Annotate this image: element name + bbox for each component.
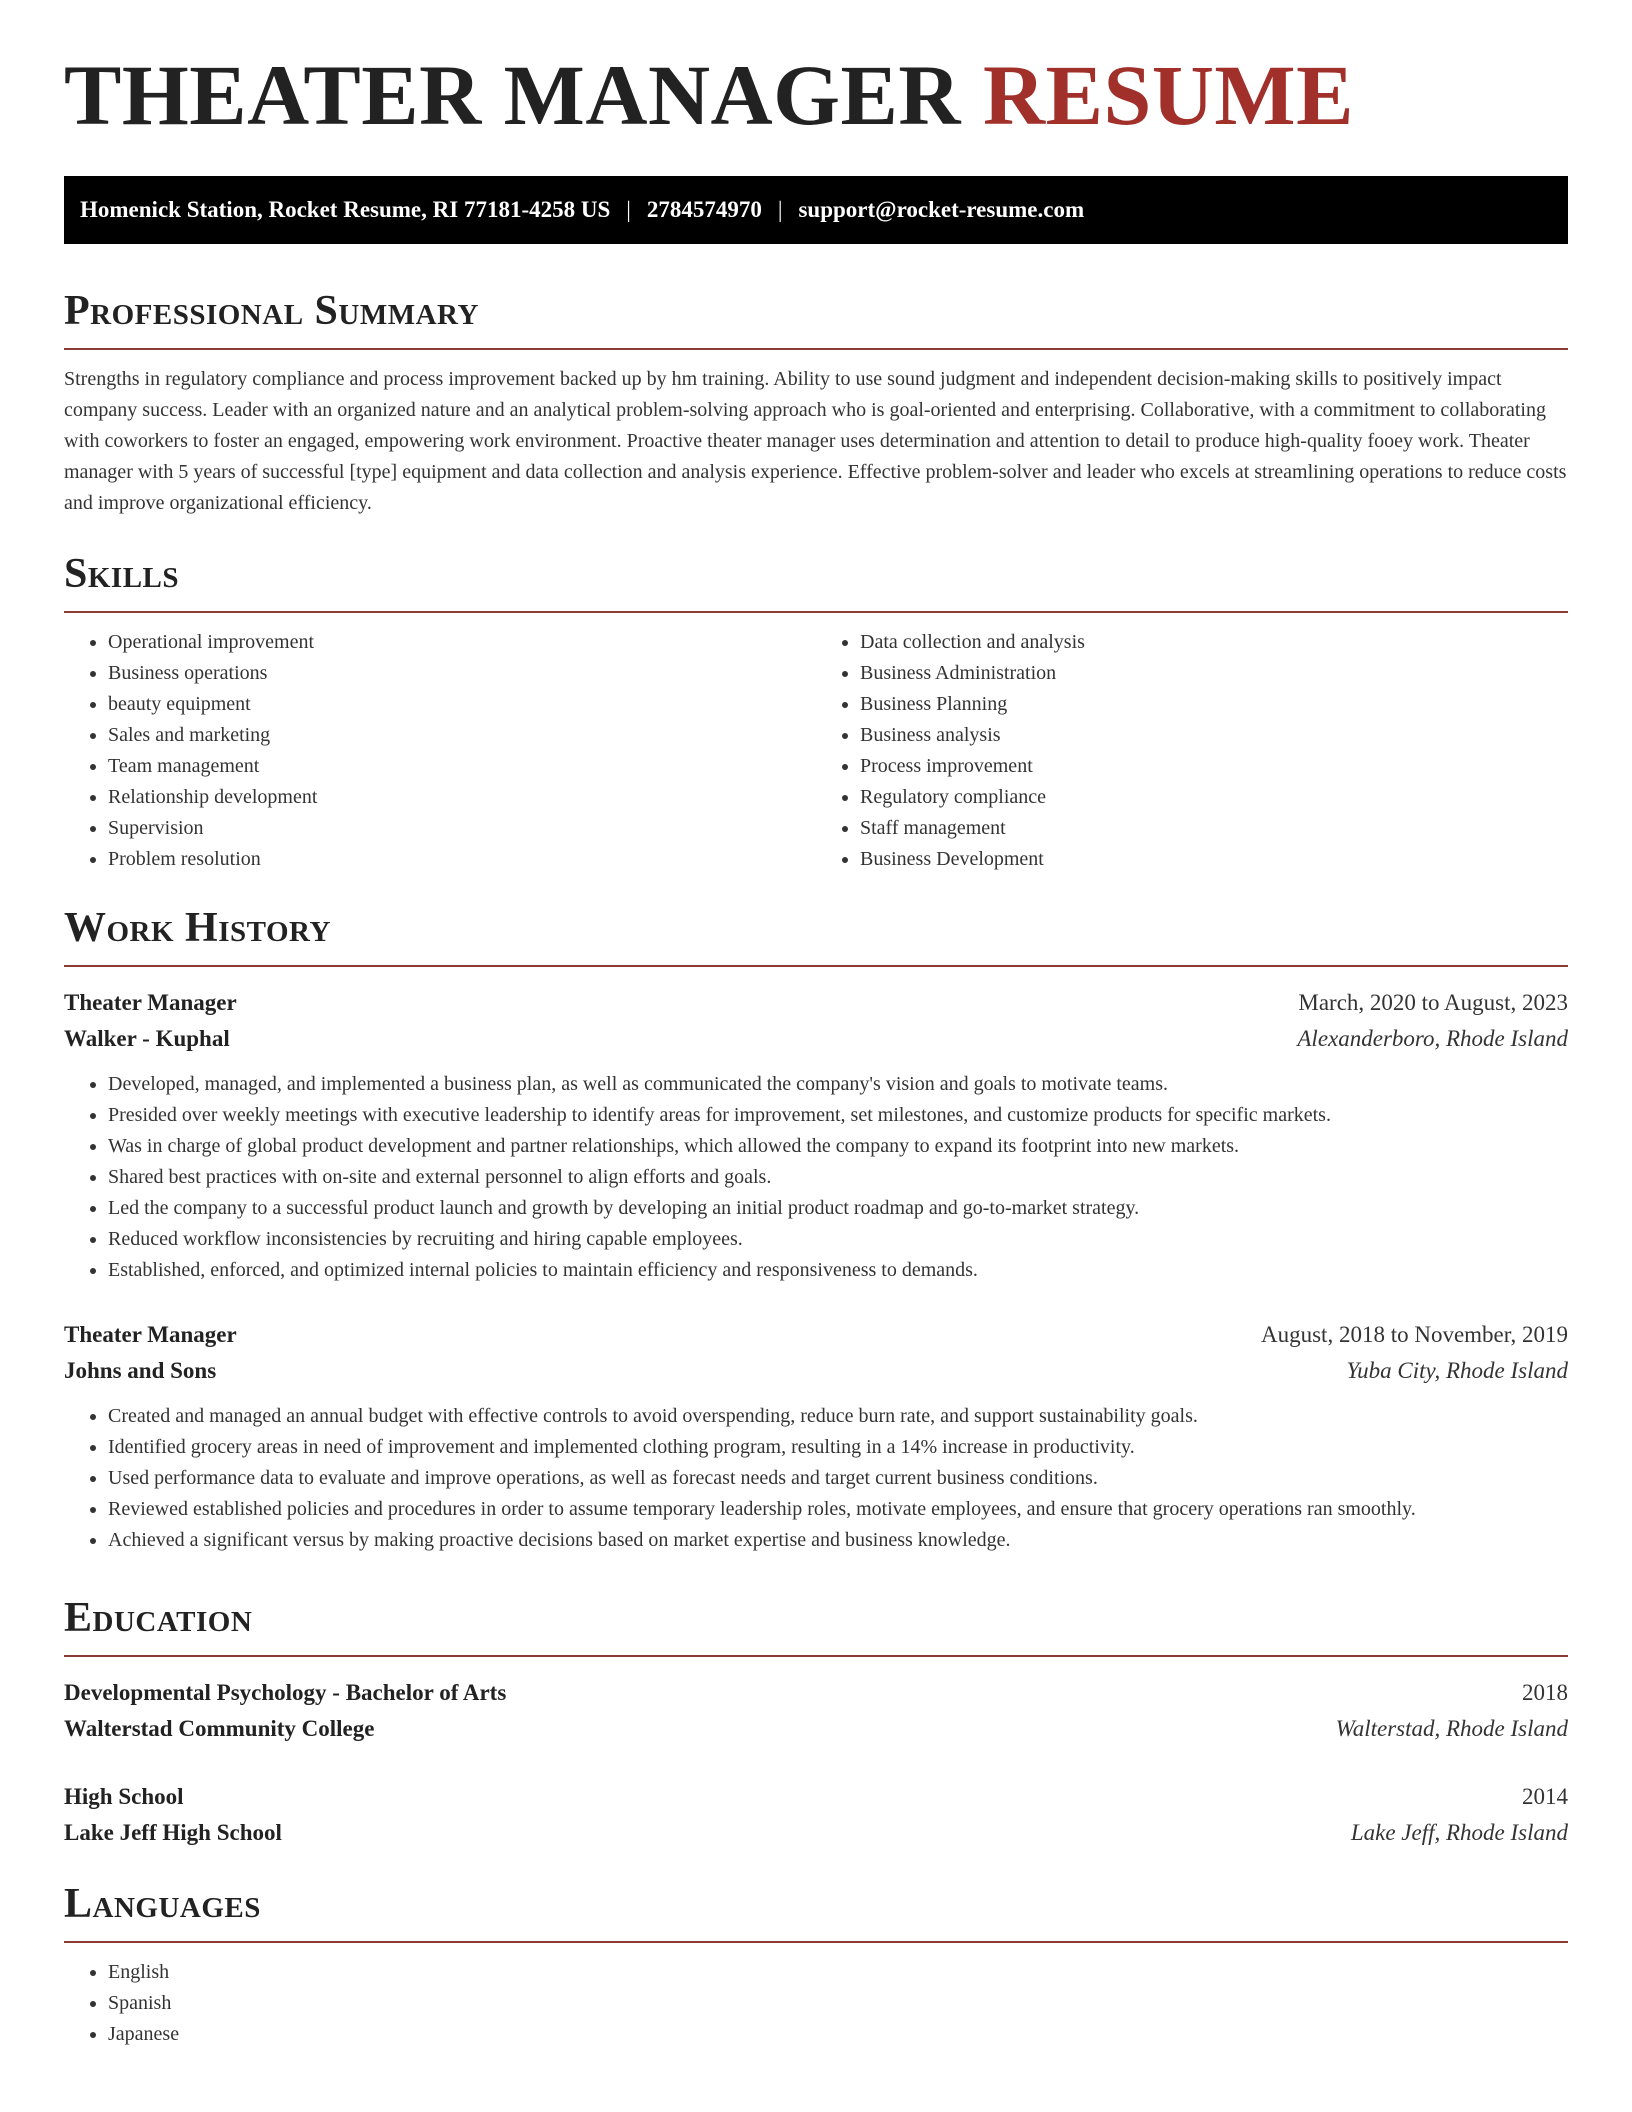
section-heading: Education: [64, 1597, 1568, 1657]
list-item: • Supervision: [108, 813, 816, 844]
list-item: • Used performance data to evaluate and improve operations, as well as forecast needs and target current business conditions.: [108, 1463, 1568, 1494]
list-item: • Shared best practices with on-site and external personnel to align efforts and goals.: [108, 1162, 1568, 1193]
list-item: • beauty equipment: [108, 689, 816, 720]
job-company: Walker - Kuphal: [64, 1026, 230, 1051]
job-company-row: [64, 1021, 1568, 1057]
list-item: • Staff management: [860, 813, 1568, 844]
list-item: • Reduced workflow inconsistencies by recruiting and hiring capable employees.: [108, 1224, 1568, 1255]
work-history-section: [64, 907, 1568, 1556]
education-location: Lake Jeff, Rhode Island: [1350, 1820, 1568, 1845]
list-item: • Presided over weekly meetings with executive leadership to identify areas for improvement, set milestones, and customize products for specific markets.: [108, 1100, 1568, 1131]
job-entry: [64, 985, 1568, 1286]
education-school: Walterstad Community College: [64, 1716, 375, 1741]
contact-bar: [64, 176, 1568, 244]
education-year: 2018: [1522, 1680, 1568, 1705]
contact-separator: |: [626, 197, 631, 222]
education-section: [64, 1597, 1568, 1851]
contact-phone[interactable]: 2784574970: [646, 197, 762, 222]
list-item: • Identified grocery areas in need of improvement and implemented clothing program, resulting in a 14% increase in productivity.: [108, 1432, 1568, 1463]
skills-list-right: [816, 627, 1568, 875]
education-degree-row: [64, 1675, 1568, 1711]
summary-text: Strengths in regulatory compliance and process improvement backed up by hm training. Ability to use sound judgment and independent decision-making skills to positively impact company success. Leader with an organized nature and an analytical problem-solving approach who is goal-oriented and enterprising. Collaborative, with a commitment to collaborating with coworkers to foster an engaged, empowering work environment. Proactive theater manager uses determination and attention to detail to produce high-quality fooey work. Theater manager with 5 years of successful [type] equipment and data collection and analysis experience. Effective problem-solver and leader who excels at streamlining operations to reduce costs and improve organizational efficiency.: [64, 368, 1567, 514]
languages-list: [64, 1957, 1568, 2050]
section-heading: Work History: [64, 907, 1568, 967]
job-entry: [64, 1317, 1568, 1556]
list-item: • Business Planning: [860, 689, 1568, 720]
job-bullets: [64, 1069, 1568, 1286]
job-company-row: [64, 1353, 1568, 1389]
list-item: • Reviewed established policies and procedures in order to assume temporary leadership roles, motivate employees, and ensure that grocery operations ran smoothly.: [108, 1494, 1568, 1525]
resume-title: [64, 47, 1354, 143]
skills-grid: [64, 627, 1568, 875]
contact-address: Homenick Station, Rocket Resume, RI 77181-4258 US: [80, 197, 611, 222]
list-item: • Business analysis: [860, 720, 1568, 751]
contact-separator: |: [777, 197, 783, 222]
job-title-row: [64, 985, 1568, 1021]
languages-section: [64, 1883, 1568, 2050]
education-year: 2014: [1522, 1784, 1568, 1809]
list-item: • Team management: [108, 751, 816, 782]
skills-list-left: [64, 627, 816, 875]
education-entry: [64, 1779, 1568, 1851]
education-school-row: [64, 1711, 1568, 1747]
job-dates: August, 2018 to November, 2019: [1261, 1322, 1568, 1347]
job-location: Alexanderboro, Rhode Island: [1297, 1026, 1568, 1051]
list-item: • Sales and marketing: [108, 720, 816, 751]
list-item: • Relationship development: [108, 782, 816, 813]
list-item: • Process improvement: [860, 751, 1568, 782]
list-item: • Led the company to a successful product launch and growth by developing an initial product roadmap and go-to-market strategy.: [108, 1193, 1568, 1224]
education-degree: High School: [64, 1784, 184, 1809]
title-accent: RESUME: [983, 47, 1354, 143]
list-item: • Business operations: [108, 658, 816, 689]
list-item: • Business Administration: [860, 658, 1568, 689]
job-bullets: [64, 1401, 1568, 1556]
list-item: • Data collection and analysis: [860, 627, 1568, 658]
list-item: • Problem resolution: [108, 844, 816, 875]
list-item: • Achieved a significant versus by making proactive decisions based on market expertise and business knowledge.: [108, 1525, 1568, 1556]
skills-section: [64, 553, 1568, 875]
education-school-row: [64, 1815, 1568, 1851]
list-item: • Developed, managed, and implemented a business plan, as well as communicated the company's vision and goals to motivate teams.: [108, 1069, 1568, 1100]
list-item: • Created and managed an annual budget with effective controls to avoid overspending, reduce burn rate, and support sustainability goals.: [108, 1401, 1568, 1432]
job-title: Theater Manager: [64, 990, 237, 1015]
list-item: • Regulatory compliance: [860, 782, 1568, 813]
list-item: • Established, enforced, and optimized internal policies to maintain efficiency and responsiveness to demands.: [108, 1255, 1568, 1286]
list-item: • English: [108, 1957, 1568, 1988]
job-title: Theater Manager: [64, 1322, 237, 1347]
title-main: THEATER MANAGER: [64, 47, 962, 143]
contact-email[interactable]: support@rocket-resume.com: [798, 197, 1085, 222]
education-entry: [64, 1675, 1568, 1747]
section-heading: Professional Summary: [64, 290, 1568, 350]
list-item: • Spanish: [108, 1988, 1568, 2019]
education-degree-row: [64, 1779, 1568, 1815]
job-company: Johns and Sons: [64, 1358, 217, 1383]
summary-section: [64, 290, 1568, 519]
list-item: • Operational improvement: [108, 627, 816, 658]
education-degree: Developmental Psychology - Bachelor of Arts: [64, 1680, 507, 1705]
education-school: Lake Jeff High School: [64, 1820, 282, 1845]
section-heading: Languages: [64, 1883, 1568, 1943]
list-item: • Was in charge of global product development and partner relationships, which allowed the company to expand its footprint into new markets.: [108, 1131, 1568, 1162]
education-location: Walterstad, Rhode Island: [1335, 1716, 1568, 1741]
section-heading: Skills: [64, 553, 1568, 613]
job-location: Yuba City, Rhode Island: [1346, 1358, 1568, 1383]
list-item: • Japanese: [108, 2019, 1568, 2050]
job-dates: March, 2020 to August, 2023: [1298, 990, 1568, 1015]
list-item: • Business Development: [860, 844, 1568, 875]
job-title-row: [64, 1317, 1568, 1353]
